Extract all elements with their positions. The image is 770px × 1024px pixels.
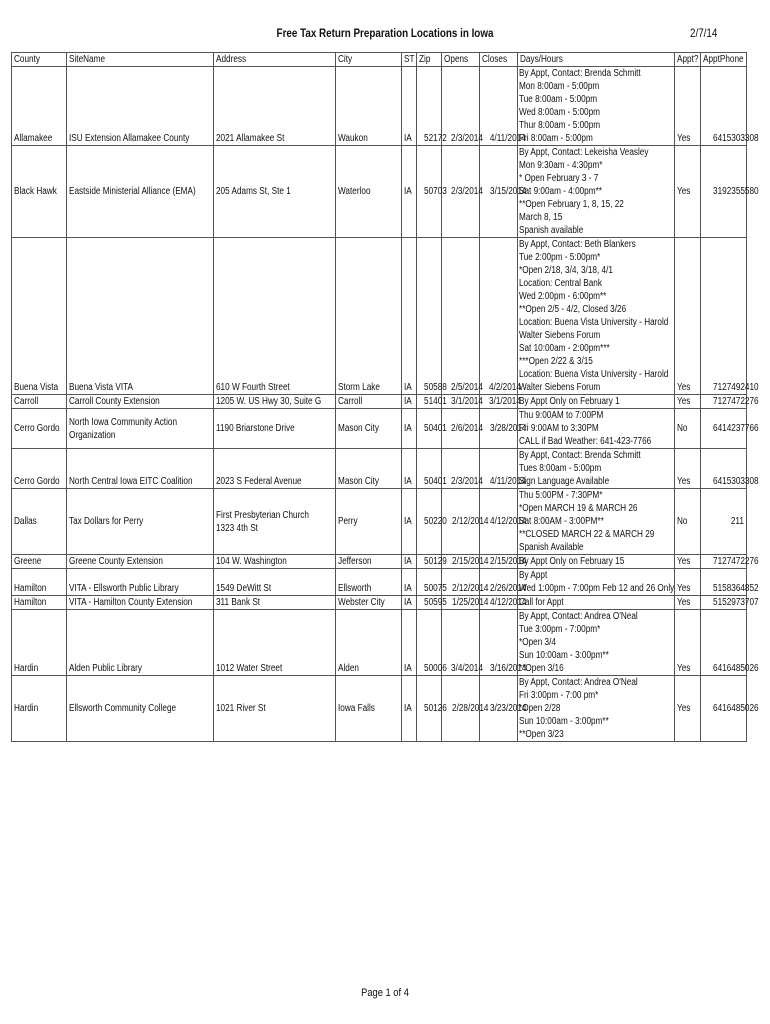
appt-phone-cell: 7127492410 xyxy=(701,238,747,395)
days-hours-cell-line: Location: Buena Vista University - Harold xyxy=(519,317,669,328)
days-hours-cell-line: Walter Siebens Forum xyxy=(519,330,601,341)
opens-cell: 2/3/2014 xyxy=(442,449,480,489)
address-cell-line: First Presbyterian Church xyxy=(216,509,309,521)
site-name-cell-line: Eastside Ministerial Alliance (EMA) xyxy=(69,186,196,197)
appt-cell: Yes xyxy=(675,555,701,569)
col-header-appt: Appt? xyxy=(675,53,701,67)
table-row xyxy=(12,395,747,409)
city-cell: Carroll xyxy=(336,395,402,409)
days-hours-cell-line: By Appt, Contact: Brenda Schmitt xyxy=(519,450,641,461)
days-hours-cell-line: Spanish available xyxy=(519,225,584,236)
table-row xyxy=(12,146,747,238)
table-row xyxy=(12,67,747,146)
county-cell: Hardin xyxy=(12,676,67,742)
table-row xyxy=(12,610,747,676)
zip-cell: 52172 xyxy=(417,67,442,146)
table-row xyxy=(12,569,747,596)
state-cell: IA xyxy=(402,555,417,569)
county-cell: Hardin xyxy=(12,610,67,676)
closes-cell: 4/11/2014 xyxy=(480,67,518,146)
days-hours-cell-line: Sign Language Available xyxy=(519,476,610,487)
table-row xyxy=(12,555,747,569)
appt-cell: Yes xyxy=(675,67,701,146)
days-hours-cell-line: Location: Central Bank xyxy=(519,278,602,289)
opens-cell: 2/12/2014 xyxy=(442,569,480,596)
days-hours-cell-line: By Appt xyxy=(519,570,548,581)
col-header-county: County xyxy=(12,53,67,67)
col-header-zip: Zip xyxy=(417,53,442,67)
appt-cell: Yes xyxy=(675,395,701,409)
site-name-cell-line: Greene County Extension xyxy=(69,556,163,567)
col-header-opens: Opens xyxy=(442,53,480,67)
city-cell: Waterloo xyxy=(336,146,402,238)
site-name-cell xyxy=(67,146,214,238)
opens-cell: 2/5/2014 xyxy=(442,238,480,395)
site-name-cell xyxy=(67,610,214,676)
days-hours-cell xyxy=(518,238,675,395)
days-hours-cell-line: Fri 9:00AM to 3:30PM xyxy=(519,423,599,434)
state-cell: IA xyxy=(402,67,417,146)
closes-cell: 2/26/2014 xyxy=(480,569,518,596)
days-hours-cell-line: Sat 9:00am - 4:00pm** xyxy=(519,186,602,197)
days-hours-cell-line: By Appt, Contact: Andrea O'Neal xyxy=(519,677,638,688)
city-cell: Iowa Falls xyxy=(336,676,402,742)
site-name-cell xyxy=(67,238,214,395)
days-hours-cell-line: *Open 2/28 xyxy=(519,703,561,714)
days-hours-cell-line: By Appt, Contact: Andrea O'Neal xyxy=(519,611,638,622)
days-hours-cell-line: Sun 10:00am - 3:00pm** xyxy=(519,650,609,661)
zip-cell: 50129 xyxy=(417,555,442,569)
days-hours-cell-line: Sat 10:00am - 2:00pm*** xyxy=(519,343,610,354)
opens-cell: 3/4/2014 xyxy=(442,610,480,676)
address-cell-line: 2023 S Federal Avenue xyxy=(216,476,302,487)
days-hours-cell xyxy=(518,610,675,676)
days-hours-cell-line: **Open 2/5 - 4/2, Closed 3/26 xyxy=(519,304,627,315)
table-header-row xyxy=(12,53,747,67)
days-hours-cell-line: Wed 2:00pm - 6:00pm** xyxy=(519,291,607,302)
city-cell: Alden xyxy=(336,610,402,676)
site-name-cell-line: Alden Public Library xyxy=(69,663,142,674)
site-name-cell-line: Carroll County Extension xyxy=(69,396,160,407)
site-name-cell-line: Organization xyxy=(69,429,116,441)
address-cell xyxy=(214,146,336,238)
address-cell xyxy=(214,676,336,742)
days-hours-cell-line: Wed 1:00pm - 7:00pm Feb 12 and 26 Only xyxy=(519,583,675,594)
appt-cell: Yes xyxy=(675,676,701,742)
site-name-cell-line: North Iowa Community Action xyxy=(69,416,178,428)
days-hours-cell xyxy=(518,489,675,555)
days-hours-cell-line: **Open February 1, 8, 15, 22 xyxy=(519,199,624,210)
address-cell xyxy=(214,395,336,409)
site-name-cell xyxy=(67,596,214,610)
opens-cell: 2/3/2014 xyxy=(442,67,480,146)
days-hours-cell-line: Thu 5:00PM - 7:30PM* xyxy=(519,490,603,501)
appt-cell: Yes xyxy=(675,610,701,676)
col-header-st: ST xyxy=(402,53,417,67)
days-hours-cell-line: Tues 8:00am - 5:00pm xyxy=(519,463,602,474)
state-cell: IA xyxy=(402,489,417,555)
site-name-cell xyxy=(67,555,214,569)
appt-phone-cell: 6414237766 xyxy=(701,409,747,449)
days-hours-cell xyxy=(518,676,675,742)
county-cell: Buena Vista xyxy=(12,238,67,395)
days-hours-cell-line: Spanish Available xyxy=(519,542,584,553)
zip-cell: 51401 xyxy=(417,395,442,409)
county-cell: Hamilton xyxy=(12,569,67,596)
county-cell: Allamakee xyxy=(12,67,67,146)
closes-cell: 3/16/2014 xyxy=(480,610,518,676)
county-cell: Cerro Gordo xyxy=(12,449,67,489)
state-cell: IA xyxy=(402,449,417,489)
days-hours-cell-line: *Open 3/4 xyxy=(519,637,556,648)
zip-cell: 50006 xyxy=(417,610,442,676)
address-cell-line: 311 Bank St xyxy=(216,597,261,608)
days-hours-cell-line: By Appt, Contact: Lekeisha Veasley xyxy=(519,147,649,158)
opens-cell: 3/1/2014 xyxy=(442,395,480,409)
county-cell: Carroll xyxy=(12,395,67,409)
document-date: 2/7/14 xyxy=(690,26,718,40)
days-hours-cell-line: Walter Siebens Forum xyxy=(519,382,601,393)
opens-cell: 1/25/2014 xyxy=(442,596,480,610)
days-hours-cell xyxy=(518,395,675,409)
col-header-days-hours: Days/Hours xyxy=(518,53,675,67)
page-title: Free Tax Return Preparation Locations in Iowa xyxy=(276,26,494,40)
days-hours-cell xyxy=(518,569,675,596)
table-row xyxy=(12,489,747,555)
appt-phone-cell: 3192355580 xyxy=(701,146,747,238)
days-hours-cell-line: By Appt, Contact: Brenda Schmitt xyxy=(519,68,641,79)
appt-phone-cell: 6416485026 xyxy=(701,676,747,742)
days-hours-cell-line: * Open February 3 - 7 xyxy=(519,173,599,184)
site-name-cell-line: North Central Iowa EITC Coalition xyxy=(69,476,193,487)
closes-cell: 3/1/2014 xyxy=(480,395,518,409)
table-row xyxy=(12,409,747,449)
table-row xyxy=(12,238,747,395)
appt-phone-cell: 6416485026 xyxy=(701,610,747,676)
locations-table xyxy=(11,52,759,742)
days-hours-cell xyxy=(518,409,675,449)
days-hours-cell-line: Thu 9:00AM to 7:00PM xyxy=(519,410,604,421)
city-cell: Jefferson xyxy=(336,555,402,569)
opens-cell: 2/28/2014 xyxy=(442,676,480,742)
days-hours-cell xyxy=(518,449,675,489)
closes-cell: 4/2/2014 xyxy=(480,238,518,395)
site-name-cell xyxy=(67,569,214,596)
address-cell xyxy=(214,449,336,489)
days-hours-cell-line: *Open 2/18, 3/4, 3/18, 4/1 xyxy=(519,265,613,276)
closes-cell: 3/15/2014 xyxy=(480,146,518,238)
days-hours-cell-line: Sun 10:00am - 3:00pm** xyxy=(519,716,609,727)
address-cell-line: 1190 Briarstone Drive xyxy=(216,423,295,434)
opens-cell: 2/6/2014 xyxy=(442,409,480,449)
table-row xyxy=(12,596,747,610)
appt-cell: Yes xyxy=(675,238,701,395)
site-name-cell-line: Ellsworth Community College xyxy=(69,703,177,714)
address-cell-line: 205 Adams St, Ste 1 xyxy=(216,186,291,197)
appt-phone-cell: 6415303308 xyxy=(701,449,747,489)
site-name-cell xyxy=(67,409,214,449)
col-header-address: Address xyxy=(214,53,336,67)
county-cell: Hamilton xyxy=(12,596,67,610)
address-cell-line: 104 W. Washington xyxy=(216,556,287,567)
address-cell-line: 1323 4th St xyxy=(216,522,258,534)
closes-cell: 4/12/2014 xyxy=(480,489,518,555)
days-hours-cell-line: Thur 8:00am - 5:00pm xyxy=(519,120,601,131)
days-hours-cell-line: Fri 8:00am - 5:00pm xyxy=(519,133,593,144)
address-cell xyxy=(214,596,336,610)
address-cell-line: 610 W Fourth Street xyxy=(216,382,290,393)
appt-phone-cell: 6415303308 xyxy=(701,67,747,146)
address-cell-line: 1021 River St xyxy=(216,703,266,714)
table-row xyxy=(12,449,747,489)
days-hours-cell-line: By Appt Only on February 15 xyxy=(519,556,625,567)
site-name-cell-line: Tax Dollars for Perry xyxy=(69,516,144,527)
address-cell-line: 2021 Allamakee St xyxy=(216,133,285,144)
county-cell: Black Hawk xyxy=(12,146,67,238)
address-cell-line: 1549 DeWitt St xyxy=(216,583,272,594)
days-hours-cell-line: **CLOSED MARCH 22 & MARCH 29 xyxy=(519,529,655,540)
city-cell: Ellsworth xyxy=(336,569,402,596)
address-cell xyxy=(214,610,336,676)
table-row xyxy=(12,676,747,742)
state-cell: IA xyxy=(402,676,417,742)
city-cell: Webster City xyxy=(336,596,402,610)
opens-cell: 2/12/2014 xyxy=(442,489,480,555)
zip-cell: 50401 xyxy=(417,449,442,489)
days-hours-cell xyxy=(518,146,675,238)
city-cell: Perry xyxy=(336,489,402,555)
col-header-apptphone: ApptPhone xyxy=(701,53,747,67)
days-hours-cell-line: Wed 8:00am - 5:00pm xyxy=(519,107,600,118)
appt-phone-cell: 5152973707 xyxy=(701,596,747,610)
site-name-cell xyxy=(67,676,214,742)
days-hours-cell-line: Tue 3:00pm - 7:00pm* xyxy=(519,624,601,635)
zip-cell: 50075 xyxy=(417,569,442,596)
closes-cell: 4/11/2014 xyxy=(480,449,518,489)
address-cell-line: 1205 W. US Hwy 30, Suite G xyxy=(216,396,322,407)
appt-phone-cell: 7127472276 xyxy=(701,555,747,569)
appt-phone-cell: 211 xyxy=(701,489,747,555)
address-cell xyxy=(214,409,336,449)
opens-cell: 2/3/2014 xyxy=(442,146,480,238)
state-cell: IA xyxy=(402,596,417,610)
days-hours-cell-line: By Appt, Contact: Beth Blankers xyxy=(519,239,636,250)
zip-cell: 50220 xyxy=(417,489,442,555)
city-cell: Mason City xyxy=(336,449,402,489)
site-name-cell-line: VITA - Ellsworth Public Library xyxy=(69,583,179,594)
city-cell: Mason City xyxy=(336,409,402,449)
address-cell xyxy=(214,67,336,146)
site-name-cell xyxy=(67,489,214,555)
days-hours-cell-line: Mon 9:30am - 4:30pm* xyxy=(519,160,603,171)
city-cell: Storm Lake xyxy=(336,238,402,395)
days-hours-cell-line: Tue 8:00am - 5:00pm xyxy=(519,94,598,105)
site-name-cell-line: VITA - Hamilton County Extension xyxy=(69,597,193,608)
page-number: Page 1 of 4 xyxy=(361,987,409,999)
state-cell: IA xyxy=(402,146,417,238)
days-hours-cell xyxy=(518,596,675,610)
days-hours-cell xyxy=(518,67,675,146)
appt-cell: Yes xyxy=(675,596,701,610)
zip-cell: 50595 xyxy=(417,596,442,610)
county-cell: Greene xyxy=(12,555,67,569)
days-hours-cell xyxy=(518,555,675,569)
appt-phone-cell: 5158364852 xyxy=(701,569,747,596)
zip-cell: 50401 xyxy=(417,409,442,449)
site-name-cell-line: ISU Extension Allamakee County xyxy=(69,133,190,144)
site-name-cell xyxy=(67,67,214,146)
state-cell: IA xyxy=(402,409,417,449)
col-header-closes: Closes xyxy=(480,53,518,67)
days-hours-cell-line: ***Open 2/22 & 3/15 xyxy=(519,356,593,367)
state-cell: IA xyxy=(402,569,417,596)
county-cell: Dallas xyxy=(12,489,67,555)
opens-cell: 2/15/2014 xyxy=(442,555,480,569)
days-hours-cell-line: **Open 3/16 xyxy=(519,663,564,674)
city-cell: Waukon xyxy=(336,67,402,146)
appt-phone-cell: 7127472276 xyxy=(701,395,747,409)
state-cell: IA xyxy=(402,238,417,395)
zip-cell: 50588 xyxy=(417,238,442,395)
days-hours-cell-line: CALL if Bad Weather: 641-423-7766 xyxy=(519,436,652,447)
zip-cell: 50126 xyxy=(417,676,442,742)
state-cell: IA xyxy=(402,395,417,409)
address-cell xyxy=(214,238,336,395)
days-hours-cell-line: Fri 3:00pm - 7:00 pm* xyxy=(519,690,599,701)
col-header-sitename: SiteName xyxy=(67,53,214,67)
col-header-city: City xyxy=(336,53,402,67)
days-hours-cell-line: Mon 8:00am - 5:00pm xyxy=(519,81,600,92)
closes-cell: 4/12/2014 xyxy=(480,596,518,610)
days-hours-cell-line: Tue 2:00pm - 5:00pm* xyxy=(519,252,601,263)
address-cell xyxy=(214,489,336,555)
appt-cell: No xyxy=(675,409,701,449)
days-hours-cell-line: Sat 8:00AM - 3:00PM** xyxy=(519,516,604,527)
appt-cell: Yes xyxy=(675,569,701,596)
address-cell xyxy=(214,569,336,596)
site-name-cell-line: Buena Vista VITA xyxy=(69,382,133,393)
appt-cell: Yes xyxy=(675,449,701,489)
closes-cell: 3/28/2014 xyxy=(480,409,518,449)
closes-cell: 3/23/2014 xyxy=(480,676,518,742)
appt-cell: No xyxy=(675,489,701,555)
state-cell: IA xyxy=(402,610,417,676)
days-hours-cell-line: Call for Appt xyxy=(519,597,564,608)
days-hours-cell-line: Location: Buena Vista University - Harold xyxy=(519,369,669,380)
days-hours-cell-line: **Open 3/23 xyxy=(519,729,564,740)
days-hours-cell-line: March 8, 15 xyxy=(519,212,563,223)
closes-cell: 2/15/2014 xyxy=(480,555,518,569)
zip-cell: 50703 xyxy=(417,146,442,238)
days-hours-cell-line: By Appt Only on February 1 xyxy=(519,396,620,407)
site-name-cell xyxy=(67,449,214,489)
table-body xyxy=(12,67,759,742)
county-cell: Cerro Gordo xyxy=(12,409,67,449)
days-hours-cell-line: *Open MARCH 19 & MARCH 26 xyxy=(519,503,638,514)
address-cell-line: 1012 Water Street xyxy=(216,663,283,674)
address-cell xyxy=(214,555,336,569)
appt-cell: Yes xyxy=(675,146,701,238)
site-name-cell xyxy=(67,395,214,409)
